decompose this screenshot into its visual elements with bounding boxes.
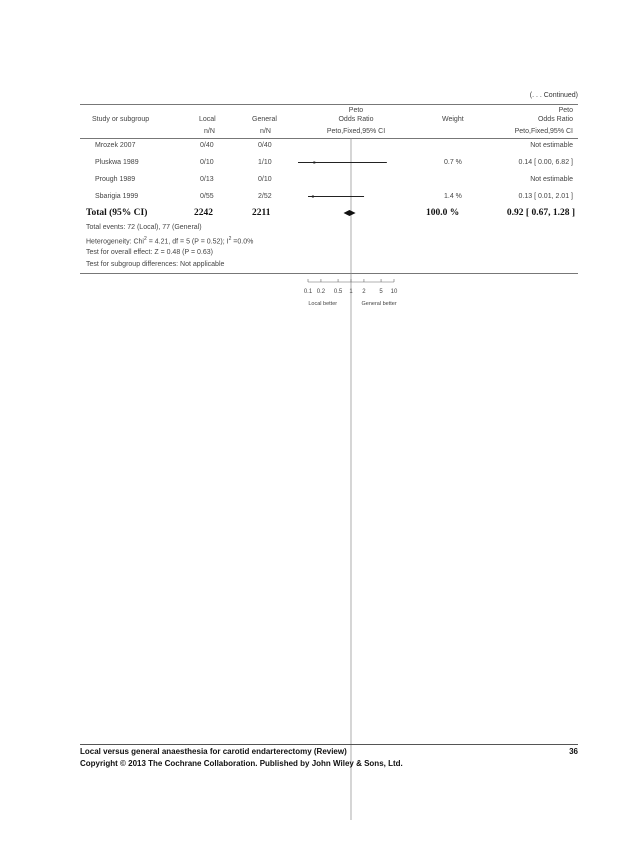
study-ci: 0.13 [ 0.01, 2.01 ] xyxy=(518,193,573,200)
study-local: 0/10 xyxy=(200,159,214,166)
study-local: 0/13 xyxy=(200,176,214,183)
heterogeneity-sup: 2 xyxy=(143,236,147,242)
header-general: General xyxy=(252,116,277,123)
header-method-right: Peto,Fixed,95% CI xyxy=(514,128,573,135)
heterogeneity-text: = 4.21, df = 5 (P = 0.52); I xyxy=(146,238,229,246)
favours-general-label: General better xyxy=(361,301,397,307)
x-tick-label: 2 xyxy=(362,289,366,295)
total-general: 2211 xyxy=(252,208,271,218)
x-tick-label: 1 xyxy=(349,289,353,295)
header-peto-label: Peto xyxy=(348,107,364,114)
study-local: 0/55 xyxy=(200,193,214,200)
total-local: 2242 xyxy=(194,208,213,218)
study-ci: Not estimable xyxy=(530,142,573,149)
favours-local-label: Local better xyxy=(308,301,338,307)
x-tick-label: 0.2 xyxy=(316,289,326,295)
x-tick-label: 5 xyxy=(379,289,383,295)
total-weight: 100.0 % xyxy=(426,208,460,218)
study-general: 0/10 xyxy=(258,176,272,183)
header-or-label: Odds Ratio xyxy=(338,116,374,123)
overall-effect: Test for overall effect: Z = 0.48 (P = 0.63) xyxy=(86,249,213,256)
study-general: 2/52 xyxy=(258,193,272,200)
study-name: Prough 1989 xyxy=(95,176,136,183)
continued-label: (. . . Continued) xyxy=(529,92,578,99)
heterogeneity-text: Heterogeneity: Chi xyxy=(86,238,144,246)
x-tick-label: 0.1 xyxy=(303,289,313,295)
total-diamond xyxy=(344,210,356,216)
study-name: Mrozek 2007 xyxy=(95,142,136,149)
study-general: 1/10 xyxy=(258,159,272,166)
total-events: Total events: 72 (Local), 77 (General) xyxy=(86,224,202,231)
total-label: Total (95% CI) xyxy=(86,208,148,218)
page-number: 36 xyxy=(569,747,578,756)
subgroup-differences: Test for subgroup differences: Not applicable xyxy=(86,261,225,268)
header-weight: Weight xyxy=(442,116,464,123)
header-method: Peto,Fixed,95% CI xyxy=(326,128,386,135)
study-name: Pluskwa 1989 xyxy=(95,159,139,166)
footer-rule xyxy=(80,744,578,745)
header-local-sub: n/N xyxy=(204,128,215,135)
study-general: 0/40 xyxy=(258,142,272,149)
study-point xyxy=(313,162,315,164)
x-tick-label: 10 xyxy=(390,289,398,295)
heterogeneity-sup: 2 xyxy=(228,236,232,242)
study-ci: 0.14 [ 0.00, 6.82 ] xyxy=(518,159,573,166)
footer-title: Local versus general anaesthesia for carotid endarterectomy (Review) xyxy=(80,747,347,756)
footer-copyright: Copyright © 2013 The Cochrane Collaboration. Published by John Wiley & Sons, Ltd. xyxy=(80,759,403,768)
study-point xyxy=(312,196,314,198)
header-local: Local xyxy=(199,116,216,123)
header-peto-right-label: Peto xyxy=(558,107,573,114)
study-weight: 0.7 % xyxy=(444,159,462,166)
study-name: Sbarigia 1999 xyxy=(95,193,139,200)
header-or-right-label: Odds Ratio xyxy=(537,116,573,123)
study-local: 0/40 xyxy=(200,142,214,149)
header-general-sub: n/N xyxy=(260,128,271,135)
total-ci: 0.92 [ 0.67, 1.28 ] xyxy=(506,208,575,218)
study-ci: Not estimable xyxy=(530,176,573,183)
x-tick-label: 0.5 xyxy=(333,289,343,295)
heterogeneity-text: =0.0% xyxy=(231,238,254,246)
header-study: Study or subgroup xyxy=(92,116,150,123)
study-weight: 1.4 % xyxy=(444,193,462,200)
